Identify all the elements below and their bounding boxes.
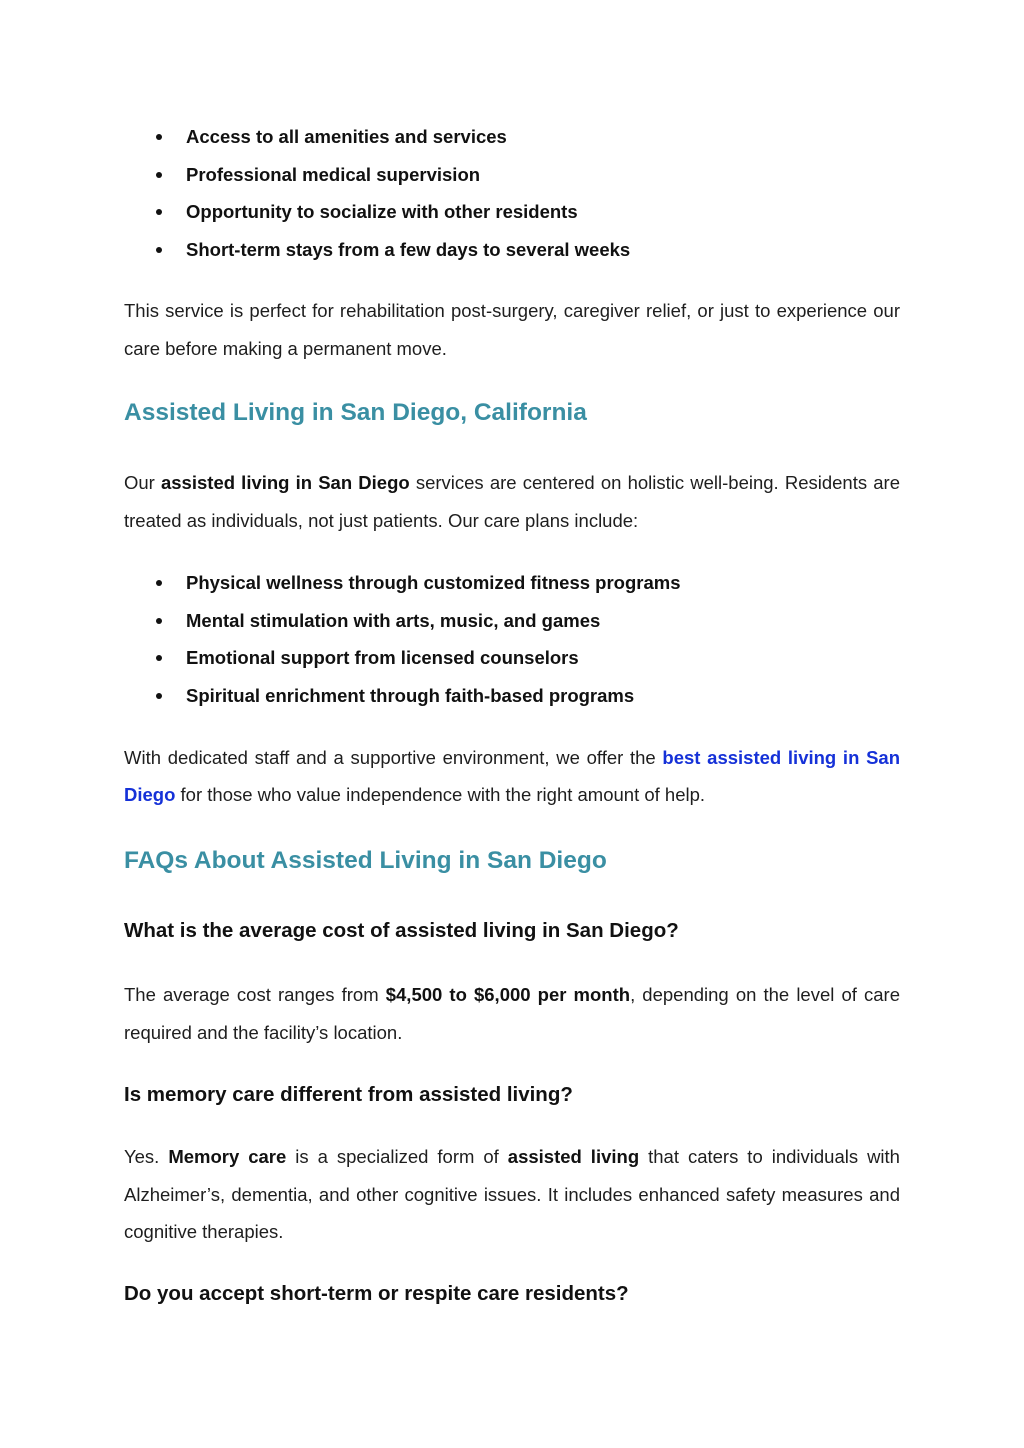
faq-answer — [124, 1138, 900, 1251]
bullet-list-care-plans — [124, 564, 900, 715]
best-assisted-living-link[interactable]: best assisted living in San Diego — [124, 746, 901, 806]
list-item: Opportunity to socialize with other residents — [124, 193, 900, 231]
list-item: Short-term stays from a few days to several weeks — [124, 231, 900, 269]
list-item: Emotional support from licensed counselors — [124, 639, 900, 677]
text-run: Yes. — [124, 1145, 169, 1167]
list-item: Physical wellness through customized fitness programs — [124, 564, 900, 602]
text-run: With dedicated staff and a supportive environment, we offer the — [124, 746, 663, 768]
document-content — [124, 118, 900, 1309]
paragraph-assisted-living-intro — [124, 464, 900, 540]
text-run: The average cost ranges from — [124, 984, 386, 1006]
faq-question: Is memory care different from assisted living? — [124, 1082, 573, 1106]
faq-question: What is the average cost of assisted living in San Diego? — [124, 919, 679, 943]
bold-text: $4,500 to $6,000 per month — [385, 984, 631, 1006]
text-run: Our — [124, 472, 161, 494]
bold-text: assisted living in San Diego — [160, 472, 410, 494]
bold-text: Memory care — [168, 1145, 287, 1167]
text-run: that caters to individuals with Alzheimer’s, dementia, and other cognitive issues. It includes enhanced safety measures and cognitive therapies. — [124, 1145, 900, 1243]
text-run: is a specialized form of — [286, 1145, 508, 1167]
bullet-list-respite — [124, 118, 900, 269]
faq-answer — [124, 976, 900, 1052]
faq-question: Do you accept short-term or respite care residents? — [124, 1282, 629, 1306]
text-run: for those who value independence with the right amount of help. — [175, 784, 706, 806]
bold-text: assisted living — [507, 1145, 640, 1167]
text-run: services are centered on holistic well-being. Residents are treated as individuals, not just patients. Our care plans include: — [124, 472, 900, 532]
list-item: Access to all amenities and services — [124, 118, 900, 156]
section-heading-faqs: FAQs About Assisted Living in San Diego — [124, 847, 607, 875]
paragraph-best-assisted-living — [124, 739, 900, 815]
list-item: Spiritual enrichment through faith-based programs — [124, 677, 900, 715]
section-heading-assisted-living: Assisted Living in San Diego, California — [124, 399, 587, 427]
list-item: Professional medical supervision — [124, 156, 900, 194]
paragraph-respite-summary: This service is perfect for rehabilitation post-surgery, caregiver relief, or just to experience our care before making a permanent move. — [124, 299, 900, 359]
text-run: , depending on the level of care required and the facility’s location. — [124, 984, 900, 1044]
list-item: Mental stimulation with arts, music, and games — [124, 602, 900, 640]
